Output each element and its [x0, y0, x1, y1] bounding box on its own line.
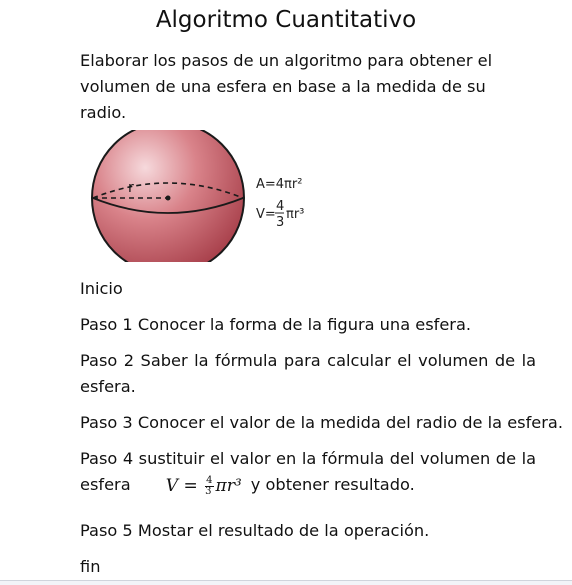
sphere-illustration — [90, 130, 340, 265]
sphere-shape — [92, 130, 244, 265]
radius-label: r — [128, 180, 134, 196]
step-fin: fin — [80, 557, 101, 576]
volume-formula — [256, 199, 304, 230]
step-4 — [80, 446, 536, 499]
area-formula: A=4πr² — [256, 177, 303, 192]
step-4-tail: y obtener resultado. — [245, 475, 415, 494]
step-4-lead: Paso 4 sustituir el valor en la fórmula del volumen de la esfera — [80, 449, 536, 494]
intro-paragraph: Elaborar los pasos de un algoritmo para obtener el volumen de una esfera en base a la medida de su radio. — [80, 51, 493, 122]
svg-text:3: 3 — [276, 215, 285, 230]
step-3: Paso 3 Conocer el valor de la medida del radio de la esfera. — [80, 413, 563, 432]
step-5: Paso 5 Mostar el resultado de la operación. — [80, 521, 430, 540]
svg-text:4: 4 — [276, 199, 285, 214]
document-title: Algoritmo Cuantitativo — [155, 7, 417, 33]
svg-text:πr³: πr³ — [286, 207, 305, 222]
step-inicio: Inicio — [80, 279, 123, 298]
sphere-center-point — [166, 196, 171, 201]
step-1: Paso 1 Conocer la forma de la figura una esfera. — [80, 315, 472, 334]
step-4-volume-formula: V = $\frac{4}{3}$ πr³ — [165, 474, 242, 497]
step-2: Paso 2 Saber la fórmula para calcular el volumen de la esfera. — [80, 351, 536, 396]
svg-text:V=: V= — [256, 207, 276, 222]
page-bottom-border — [0, 580, 572, 585]
